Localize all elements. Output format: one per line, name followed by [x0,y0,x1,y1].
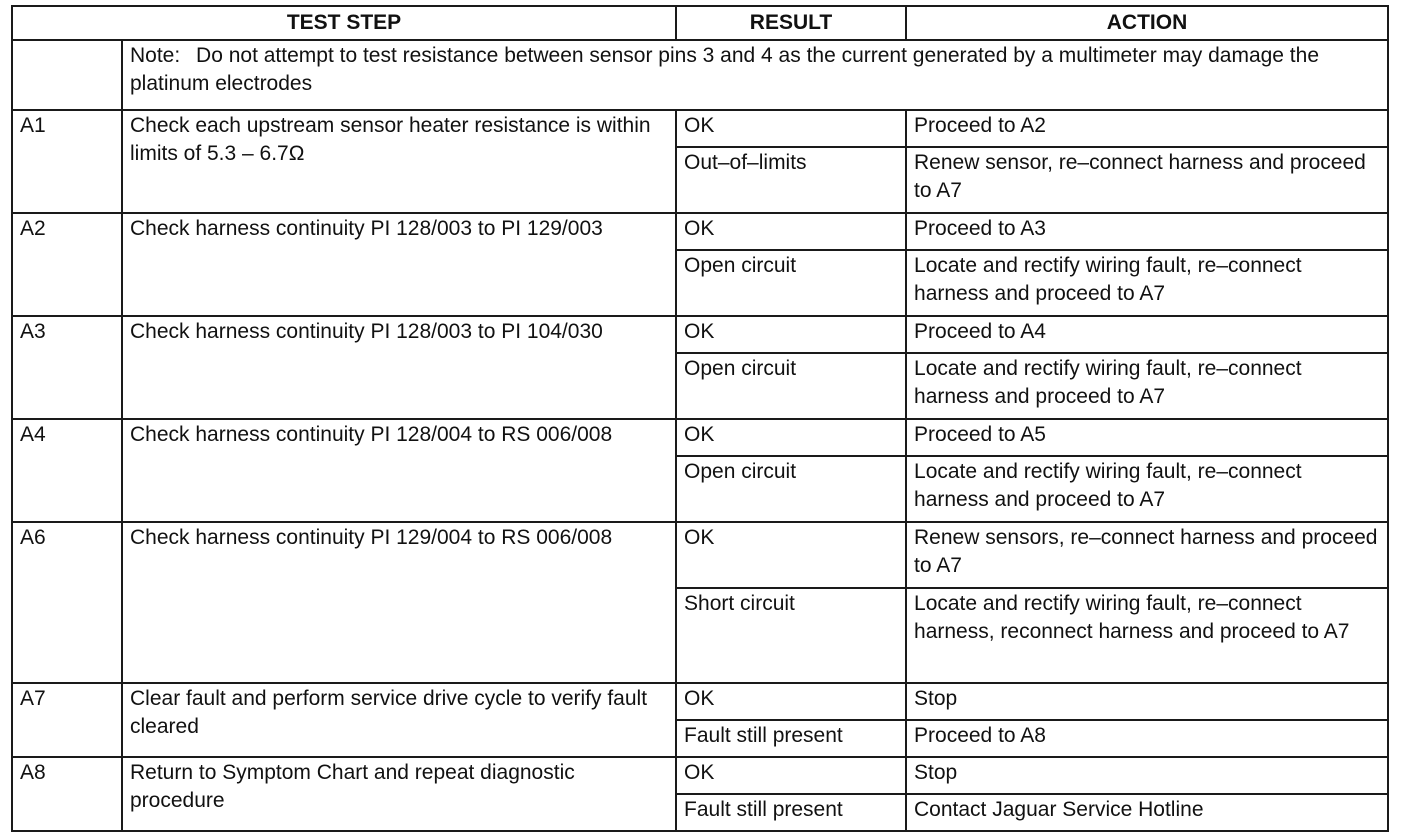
step-action: Contact Jaguar Service Hotline [906,794,1388,831]
step-result: OK [676,522,906,588]
step-action: Stop [906,683,1388,720]
step-id: A1 [12,110,122,213]
step-action: Locate and rectify wiring fault, re–connect harness and proceed to A7 [906,353,1388,419]
step-id: A8 [12,757,122,831]
step-result: OK [676,683,906,720]
note-text: Do not attempt to test resistance between sensor pins 3 and 4 as the current generated by a multimeter may damage the platinum electrodes [130,44,1320,95]
step-action: Proceed to A3 [906,213,1388,250]
step-result: OK [676,213,906,250]
step-action: Proceed to A5 [906,419,1388,456]
step-id: A3 [12,316,122,419]
table-row [12,110,1388,147]
table-row [12,316,1388,353]
step-result: Open circuit [676,250,906,316]
table-row [12,213,1388,250]
step-id: A6 [12,522,122,683]
step-description: Check harness continuity PI 128/003 to PI 104/030 [122,316,676,419]
step-result: OK [676,757,906,794]
note-row [12,40,1388,110]
step-id: A4 [12,419,122,522]
step-result: Open circuit [676,456,906,522]
step-id: A7 [12,683,122,757]
step-action: Locate and rectify wiring fault, re–connect harness, reconnect harness and proceed to A7 [906,588,1388,683]
step-description: Check harness continuity PI 129/004 to RS 006/008 [122,522,676,683]
note-cell [122,40,1388,110]
header-action: ACTION [906,6,1388,40]
step-description: Check each upstream sensor heater resistance is within limits of 5.3 – 6.7Ω [122,110,676,213]
step-action: Proceed to A2 [906,110,1388,147]
step-result: OK [676,316,906,353]
step-action: Locate and rectify wiring fault, re–connect harness and proceed to A7 [906,250,1388,316]
diagnostic-table [11,5,1389,832]
step-action: Stop [906,757,1388,794]
diagnostic-sheet [11,5,1387,831]
step-result: Fault still present [676,720,906,757]
step-description: Return to Symptom Chart and repeat diagnostic procedure [122,757,676,831]
step-result: Short circuit [676,588,906,683]
table-row [12,522,1388,588]
step-result: OK [676,419,906,456]
header-row [12,6,1388,40]
step-result: Out–of–limits [676,147,906,213]
header-result: RESULT [676,6,906,40]
step-description: Clear fault and perform service drive cycle to verify fault cleared [122,683,676,757]
note-label: Note: [130,44,181,67]
step-action: Proceed to A4 [906,316,1388,353]
step-action: Proceed to A8 [906,720,1388,757]
step-result: Fault still present [676,794,906,831]
step-action: Renew sensor, re–connect harness and proceed to A7 [906,147,1388,213]
step-description: Check harness continuity PI 128/004 to RS 006/008 [122,419,676,522]
table-row [12,419,1388,456]
step-action: Renew sensors, re–connect harness and proceed to A7 [906,522,1388,588]
step-description: Check harness continuity PI 128/003 to PI 129/003 [122,213,676,316]
table-row [12,757,1388,794]
step-id: A2 [12,213,122,316]
note-empty-cell [12,40,122,110]
step-result: OK [676,110,906,147]
step-result: Open circuit [676,353,906,419]
step-action: Locate and rectify wiring fault, re–connect harness and proceed to A7 [906,456,1388,522]
table-row [12,683,1388,720]
header-test-step: TEST STEP [12,6,676,40]
